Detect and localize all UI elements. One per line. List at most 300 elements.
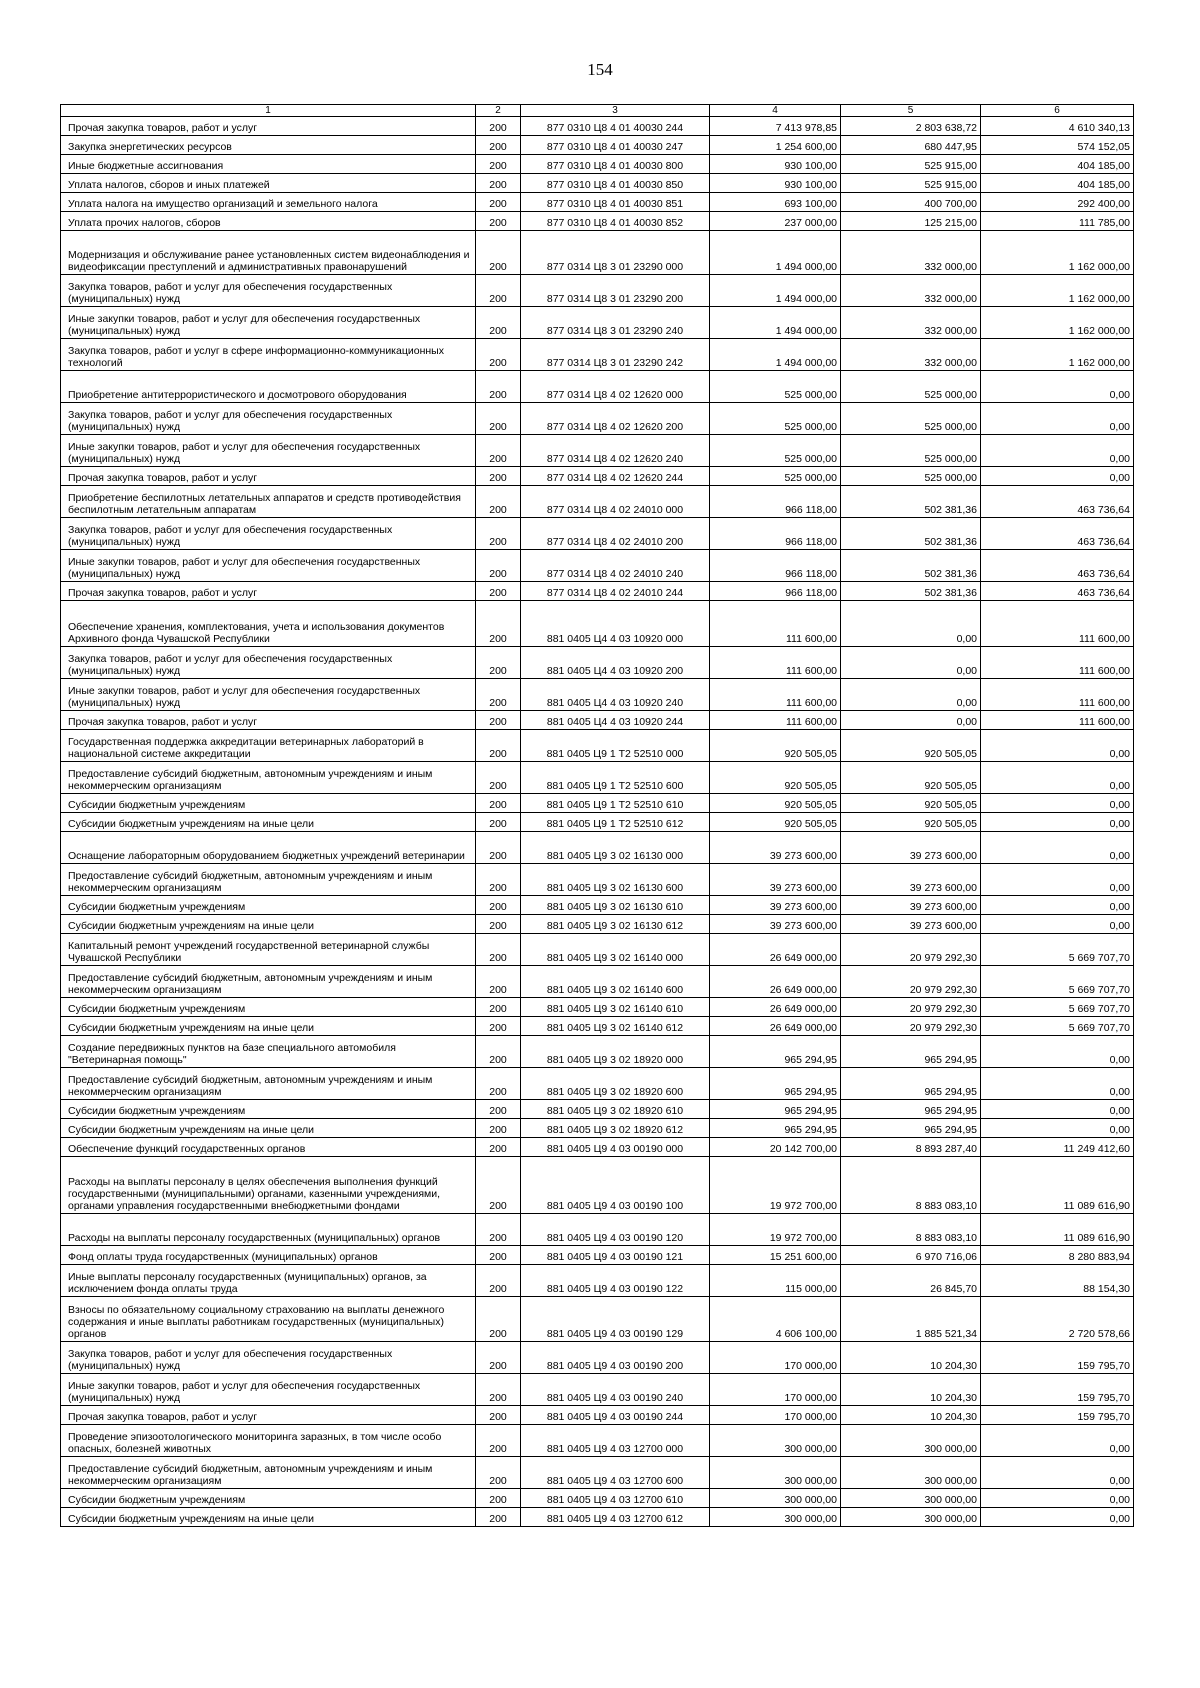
column-header: 2: [476, 105, 521, 117]
table-row: [61, 275, 1134, 307]
table-row: [61, 155, 1134, 174]
row-value-6: 463 736,64: [981, 486, 1134, 518]
row-value-6: 574 152,05: [981, 136, 1134, 155]
table-row: [61, 193, 1134, 212]
row-value-6: 4 610 340,13: [981, 117, 1134, 136]
row-name: Иные закупки товаров, работ и услуг для обеспечения государственных (муниципальных) нужд: [61, 1374, 476, 1406]
row-direction-code: 200: [476, 1036, 521, 1068]
row-value-4: 26 649 000,00: [710, 966, 841, 998]
row-name: Закупка товаров, работ и услуг для обеспечения государственных (муниципальных) нужд: [61, 518, 476, 550]
row-value-5: 8 883 083,10: [841, 1214, 981, 1246]
row-value-5: 20 979 292,30: [841, 934, 981, 966]
row-value-4: 19 972 700,00: [710, 1214, 841, 1246]
row-value-4: 525 000,00: [710, 371, 841, 403]
row-value-5: 920 505,05: [841, 794, 981, 813]
table-row: [61, 467, 1134, 486]
row-name: Иные закупки товаров, работ и услуг для обеспечения государственных (муниципальных) нужд: [61, 550, 476, 582]
row-value-4: 1 494 000,00: [710, 307, 841, 339]
table-row: [61, 1342, 1134, 1374]
table-row: [61, 864, 1134, 896]
row-name: Иные закупки товаров, работ и услуг для обеспечения государственных (муниципальных) нужд: [61, 679, 476, 711]
column-header: 6: [981, 105, 1134, 117]
row-value-6: 0,00: [981, 915, 1134, 934]
row-budget-code: 877 0314 Ц8 3 01 23290 240: [521, 307, 710, 339]
row-name: Прочая закупка товаров, работ и услуг: [61, 711, 476, 730]
row-value-6: 1 162 000,00: [981, 307, 1134, 339]
row-value-5: 300 000,00: [841, 1457, 981, 1489]
row-direction-code: 200: [476, 711, 521, 730]
row-name: Закупка товаров, работ и услуг в сфере информационно-коммуникационных технологий: [61, 339, 476, 371]
row-value-4: 300 000,00: [710, 1508, 841, 1527]
row-name: Закупка товаров, работ и услуг для обеспечения государственных (муниципальных) нужд: [61, 275, 476, 307]
row-budget-code: 881 0405 Ц9 3 02 16130 610: [521, 896, 710, 915]
table-row: [61, 518, 1134, 550]
row-value-6: 0,00: [981, 813, 1134, 832]
row-name: Проведение эпизоотологического мониторинга заразных, в том числе особо опасных, болезней животных: [61, 1425, 476, 1457]
row-direction-code: 200: [476, 1100, 521, 1119]
row-direction-code: 200: [476, 1068, 521, 1100]
row-value-4: 300 000,00: [710, 1457, 841, 1489]
row-value-4: 300 000,00: [710, 1425, 841, 1457]
table-row: [61, 813, 1134, 832]
row-budget-code: 881 0405 Ц9 4 03 00190 129: [521, 1297, 710, 1342]
row-value-6: 1 162 000,00: [981, 339, 1134, 371]
row-direction-code: 200: [476, 117, 521, 136]
row-value-6: 0,00: [981, 864, 1134, 896]
row-direction-code: 200: [476, 1246, 521, 1265]
row-value-4: 693 100,00: [710, 193, 841, 212]
row-value-4: 1 254 600,00: [710, 136, 841, 155]
table-row: [61, 1425, 1134, 1457]
row-budget-code: 881 0405 Ц4 4 03 10920 200: [521, 647, 710, 679]
row-value-6: 0,00: [981, 1489, 1134, 1508]
table-row: [61, 1036, 1134, 1068]
row-direction-code: 200: [476, 1297, 521, 1342]
row-value-5: 525 000,00: [841, 467, 981, 486]
row-budget-code: 877 0314 Ц8 3 01 23290 200: [521, 275, 710, 307]
table-row: [61, 136, 1134, 155]
row-value-4: 930 100,00: [710, 155, 841, 174]
row-direction-code: 200: [476, 155, 521, 174]
row-value-4: 965 294,95: [710, 1068, 841, 1100]
row-value-4: 920 505,05: [710, 762, 841, 794]
row-name: Иные выплаты персоналу государственных (муниципальных) органов, за исключением фонда оплаты труда: [61, 1265, 476, 1297]
table-row: [61, 1374, 1134, 1406]
row-name: Расходы на выплаты персоналу государственных (муниципальных) органов: [61, 1214, 476, 1246]
table-row: [61, 371, 1134, 403]
table-row: [61, 1157, 1134, 1214]
table-row: [61, 934, 1134, 966]
row-direction-code: 200: [476, 915, 521, 934]
row-value-5: 39 273 600,00: [841, 896, 981, 915]
row-value-5: 920 505,05: [841, 730, 981, 762]
row-value-6: 0,00: [981, 832, 1134, 864]
row-budget-code: 881 0405 Ц9 4 03 12700 000: [521, 1425, 710, 1457]
row-name: Субсидии бюджетным учреждениям на иные цели: [61, 1508, 476, 1527]
row-name: Создание передвижных пунктов на базе специального автомобиля "Ветеринарная помощь": [61, 1036, 476, 1068]
row-value-5: 502 381,36: [841, 518, 981, 550]
row-direction-code: 200: [476, 307, 521, 339]
row-name: Субсидии бюджетным учреждениям: [61, 1100, 476, 1119]
table-row: [61, 339, 1134, 371]
row-value-4: 39 273 600,00: [710, 896, 841, 915]
row-value-5: 0,00: [841, 647, 981, 679]
row-value-4: 965 294,95: [710, 1119, 841, 1138]
column-header: 4: [710, 105, 841, 117]
row-budget-code: 877 0310 Ц8 4 01 40030 850: [521, 174, 710, 193]
table-row: [61, 679, 1134, 711]
row-value-4: 115 000,00: [710, 1265, 841, 1297]
row-direction-code: 200: [476, 813, 521, 832]
row-budget-code: 881 0405 Ц9 3 02 16130 612: [521, 915, 710, 934]
row-budget-code: 881 0405 Ц9 3 02 16130 600: [521, 864, 710, 896]
row-value-4: 170 000,00: [710, 1406, 841, 1425]
row-value-6: 111 600,00: [981, 601, 1134, 647]
table-row: [61, 647, 1134, 679]
row-direction-code: 200: [476, 275, 521, 307]
row-name: Закупка товаров, работ и услуг для обеспечения государственных (муниципальных) нужд: [61, 647, 476, 679]
row-value-5: 332 000,00: [841, 275, 981, 307]
row-name: Обеспечение хранения, комплектования, учета и использования документов Архивного фонда Чувашской Республики: [61, 601, 476, 647]
row-value-5: 2 803 638,72: [841, 117, 981, 136]
row-value-6: 159 795,70: [981, 1374, 1134, 1406]
row-direction-code: 200: [476, 1489, 521, 1508]
row-budget-code: 877 0314 Ц8 4 02 24010 240: [521, 550, 710, 582]
table-row: [61, 1246, 1134, 1265]
row-name: Субсидии бюджетным учреждениям: [61, 896, 476, 915]
row-value-6: 0,00: [981, 1508, 1134, 1527]
row-budget-code: 877 0310 Ц8 4 01 40030 247: [521, 136, 710, 155]
row-budget-code: 877 0314 Ц8 4 02 24010 244: [521, 582, 710, 601]
row-name: Субсидии бюджетным учреждениям на иные цели: [61, 1119, 476, 1138]
row-direction-code: 200: [476, 896, 521, 915]
row-value-5: 965 294,95: [841, 1119, 981, 1138]
row-budget-code: 877 0314 Ц8 3 01 23290 000: [521, 231, 710, 275]
row-budget-code: 881 0405 Ц9 3 02 18920 600: [521, 1068, 710, 1100]
row-direction-code: 200: [476, 832, 521, 864]
row-value-4: 300 000,00: [710, 1489, 841, 1508]
row-budget-code: 881 0405 Ц9 3 02 18920 610: [521, 1100, 710, 1119]
row-value-5: 300 000,00: [841, 1425, 981, 1457]
table-row: [61, 966, 1134, 998]
row-name: Иные закупки товаров, работ и услуг для обеспечения государственных (муниципальных) нужд: [61, 435, 476, 467]
table-row: [61, 403, 1134, 435]
row-budget-code: 881 0405 Ц4 4 03 10920 244: [521, 711, 710, 730]
row-value-6: 404 185,00: [981, 155, 1134, 174]
row-name: Уплата прочих налогов, сборов: [61, 212, 476, 231]
row-value-6: 463 736,64: [981, 550, 1134, 582]
row-direction-code: 200: [476, 231, 521, 275]
table-row: [61, 1138, 1134, 1157]
row-budget-code: 881 0405 Ц9 4 03 00190 122: [521, 1265, 710, 1297]
table-row: [61, 762, 1134, 794]
row-direction-code: 200: [476, 1138, 521, 1157]
row-value-5: 502 381,36: [841, 550, 981, 582]
row-budget-code: 877 0310 Ц8 4 01 40030 852: [521, 212, 710, 231]
row-name: Предоставление субсидий бюджетным, автономным учреждениям и иным некоммерческим организациям: [61, 762, 476, 794]
row-budget-code: 881 0405 Ц9 4 03 00190 121: [521, 1246, 710, 1265]
row-direction-code: 200: [476, 371, 521, 403]
row-value-5: 20 979 292,30: [841, 998, 981, 1017]
row-direction-code: 200: [476, 467, 521, 486]
row-value-5: 0,00: [841, 679, 981, 711]
row-direction-code: 200: [476, 1457, 521, 1489]
row-budget-code: 881 0405 Ц9 4 03 00190 244: [521, 1406, 710, 1425]
row-direction-code: 200: [476, 1425, 521, 1457]
row-direction-code: 200: [476, 1157, 521, 1214]
row-value-5: 502 381,36: [841, 486, 981, 518]
page-number: 154: [587, 60, 613, 79]
row-value-5: 332 000,00: [841, 231, 981, 275]
row-value-6: 5 669 707,70: [981, 934, 1134, 966]
row-value-5: 10 204,30: [841, 1342, 981, 1374]
table-row: [61, 998, 1134, 1017]
row-value-4: 525 000,00: [710, 403, 841, 435]
row-budget-code: 877 0314 Ц8 4 02 12620 000: [521, 371, 710, 403]
table-row: [61, 435, 1134, 467]
table-row: [61, 1068, 1134, 1100]
table-row: [61, 1100, 1134, 1119]
row-budget-code: 881 0405 Ц9 4 03 00190 120: [521, 1214, 710, 1246]
row-value-4: 111 600,00: [710, 711, 841, 730]
row-direction-code: 200: [476, 403, 521, 435]
row-value-4: 920 505,05: [710, 813, 841, 832]
row-name: Уплата налогов, сборов и иных платежей: [61, 174, 476, 193]
row-value-6: 0,00: [981, 794, 1134, 813]
table-row: [61, 1457, 1134, 1489]
row-value-6: 111 600,00: [981, 647, 1134, 679]
row-budget-code: 877 0314 Ц8 4 02 12620 200: [521, 403, 710, 435]
row-budget-code: 881 0405 Ц9 3 02 18920 612: [521, 1119, 710, 1138]
table-row: [61, 550, 1134, 582]
row-value-4: 1 494 000,00: [710, 339, 841, 371]
row-value-4: 39 273 600,00: [710, 915, 841, 934]
row-budget-code: 881 0405 Ц9 3 02 18920 000: [521, 1036, 710, 1068]
row-value-5: 10 204,30: [841, 1374, 981, 1406]
row-value-5: 300 000,00: [841, 1508, 981, 1527]
row-value-4: 920 505,05: [710, 794, 841, 813]
table-row: [61, 1406, 1134, 1425]
row-budget-code: 877 0314 Ц8 4 02 12620 244: [521, 467, 710, 486]
row-name: Расходы на выплаты персоналу в целях обеспечения выполнения функций государственными (муниципальными) органами, казенными учреждениями, органами управления государственными внебюджетными фондами: [61, 1157, 476, 1214]
row-name: Субсидии бюджетным учреждениям на иные цели: [61, 813, 476, 832]
row-name: Субсидии бюджетным учреждениям: [61, 794, 476, 813]
row-value-5: 0,00: [841, 711, 981, 730]
table-row: [61, 231, 1134, 275]
table-row: [61, 582, 1134, 601]
row-budget-code: 881 0405 Ц9 4 03 12700 610: [521, 1489, 710, 1508]
row-direction-code: 200: [476, 601, 521, 647]
row-direction-code: 200: [476, 1374, 521, 1406]
table-row: [61, 1297, 1134, 1342]
row-direction-code: 200: [476, 435, 521, 467]
row-value-5: 20 979 292,30: [841, 1017, 981, 1036]
row-name: Прочая закупка товаров, работ и услуг: [61, 1406, 476, 1425]
row-budget-code: 881 0405 Ц9 3 02 16140 612: [521, 1017, 710, 1036]
row-value-5: 965 294,95: [841, 1036, 981, 1068]
row-value-4: 111 600,00: [710, 679, 841, 711]
row-name: Субсидии бюджетным учреждениям: [61, 1489, 476, 1508]
row-budget-code: 881 0405 Ц4 4 03 10920 240: [521, 679, 710, 711]
row-budget-code: 881 0405 Ц4 4 03 10920 000: [521, 601, 710, 647]
row-value-4: 19 972 700,00: [710, 1157, 841, 1214]
row-budget-code: 881 0405 Ц9 4 03 00190 100: [521, 1157, 710, 1214]
row-direction-code: 200: [476, 136, 521, 155]
row-direction-code: 200: [476, 582, 521, 601]
row-budget-code: 881 0405 Ц9 3 02 16140 610: [521, 998, 710, 1017]
table-row: [61, 486, 1134, 518]
row-value-6: 1 162 000,00: [981, 231, 1134, 275]
row-direction-code: 200: [476, 647, 521, 679]
row-value-6: 111 600,00: [981, 679, 1134, 711]
row-name: Предоставление субсидий бюджетным, автономным учреждениям и иным некоммерческим организациям: [61, 1068, 476, 1100]
table-row: [61, 1214, 1134, 1246]
row-value-6: 111 600,00: [981, 711, 1134, 730]
row-value-5: 502 381,36: [841, 582, 981, 601]
table-row: [61, 896, 1134, 915]
row-value-4: 930 100,00: [710, 174, 841, 193]
row-value-6: 5 669 707,70: [981, 966, 1134, 998]
table-row: [61, 730, 1134, 762]
row-value-5: 400 700,00: [841, 193, 981, 212]
table-row: [61, 832, 1134, 864]
row-value-5: 1 885 521,34: [841, 1297, 981, 1342]
table-row: [61, 794, 1134, 813]
row-direction-code: 200: [476, 998, 521, 1017]
row-budget-code: 881 0405 Ц9 4 03 00190 240: [521, 1374, 710, 1406]
table-row: [61, 174, 1134, 193]
budget-table: [60, 104, 1134, 1527]
row-direction-code: 200: [476, 1342, 521, 1374]
row-value-5: 965 294,95: [841, 1068, 981, 1100]
row-name: Субсидии бюджетным учреждениям на иные цели: [61, 915, 476, 934]
row-value-6: 463 736,64: [981, 582, 1134, 601]
row-value-5: 8 893 287,40: [841, 1138, 981, 1157]
row-value-5: 525 000,00: [841, 435, 981, 467]
row-name: Капитальный ремонт учреждений государственной ветеринарной службы Чувашской Республики: [61, 934, 476, 966]
row-value-4: 26 649 000,00: [710, 998, 841, 1017]
column-header: 1: [61, 105, 476, 117]
row-value-6: 0,00: [981, 730, 1134, 762]
row-value-6: 0,00: [981, 435, 1134, 467]
row-value-6: 292 400,00: [981, 193, 1134, 212]
row-budget-code: 877 0310 Ц8 4 01 40030 851: [521, 193, 710, 212]
row-value-5: 965 294,95: [841, 1100, 981, 1119]
row-value-5: 525 915,00: [841, 174, 981, 193]
row-name: Фонд оплаты труда государственных (муниципальных) органов: [61, 1246, 476, 1265]
row-value-5: 0,00: [841, 601, 981, 647]
row-name: Прочая закупка товаров, работ и услуг: [61, 117, 476, 136]
table-row: [61, 117, 1134, 136]
row-value-4: 7 413 978,85: [710, 117, 841, 136]
row-value-4: 965 294,95: [710, 1036, 841, 1068]
row-value-4: 39 273 600,00: [710, 832, 841, 864]
row-value-6: 11 089 616,90: [981, 1214, 1134, 1246]
row-value-6: 0,00: [981, 896, 1134, 915]
row-value-5: 680 447,95: [841, 136, 981, 155]
row-name: Прочая закупка товаров, работ и услуг: [61, 467, 476, 486]
row-budget-code: 877 0310 Ц8 4 01 40030 800: [521, 155, 710, 174]
row-value-4: 26 649 000,00: [710, 934, 841, 966]
row-value-5: 920 505,05: [841, 813, 981, 832]
row-budget-code: 877 0314 Ц8 3 01 23290 242: [521, 339, 710, 371]
row-value-5: 39 273 600,00: [841, 864, 981, 896]
row-name: Субсидии бюджетным учреждениям: [61, 998, 476, 1017]
row-value-6: 11 249 412,60: [981, 1138, 1134, 1157]
table-row: [61, 307, 1134, 339]
table-row: [61, 212, 1134, 231]
row-direction-code: 200: [476, 1508, 521, 1527]
row-direction-code: 200: [476, 966, 521, 998]
table-row: [61, 601, 1134, 647]
row-value-4: 966 118,00: [710, 518, 841, 550]
row-value-5: 332 000,00: [841, 339, 981, 371]
row-value-4: 966 118,00: [710, 582, 841, 601]
row-name: Закупка товаров, работ и услуг для обеспечения государственных (муниципальных) нужд: [61, 1342, 476, 1374]
row-value-6: 0,00: [981, 762, 1134, 794]
row-budget-code: 881 0405 Ц9 4 03 12700 600: [521, 1457, 710, 1489]
row-direction-code: 200: [476, 864, 521, 896]
column-header: 5: [841, 105, 981, 117]
row-value-4: 111 600,00: [710, 601, 841, 647]
row-direction-code: 200: [476, 679, 521, 711]
row-value-5: 10 204,30: [841, 1406, 981, 1425]
row-name: Приобретение беспилотных летательных аппаратов и средств противодействия беспилотным летательным аппаратам: [61, 486, 476, 518]
row-budget-code: 881 0405 Ц9 4 03 00190 200: [521, 1342, 710, 1374]
row-value-4: 170 000,00: [710, 1374, 841, 1406]
row-value-6: 0,00: [981, 1425, 1134, 1457]
row-value-5: 20 979 292,30: [841, 966, 981, 998]
budget-table-body: [61, 105, 1134, 1527]
row-value-4: 15 251 600,00: [710, 1246, 841, 1265]
row-name: Уплата налога на имущество организаций и земельного налога: [61, 193, 476, 212]
row-direction-code: 200: [476, 339, 521, 371]
row-direction-code: 200: [476, 486, 521, 518]
row-value-4: 920 505,05: [710, 730, 841, 762]
row-value-5: 920 505,05: [841, 762, 981, 794]
row-value-5: 525 000,00: [841, 371, 981, 403]
row-value-5: 300 000,00: [841, 1489, 981, 1508]
table-row: [61, 1017, 1134, 1036]
row-value-5: 125 215,00: [841, 212, 981, 231]
row-value-5: 39 273 600,00: [841, 832, 981, 864]
row-budget-code: 881 0405 Ц9 1 Т2 52510 612: [521, 813, 710, 832]
table-row: [61, 1508, 1134, 1527]
row-budget-code: 877 0314 Ц8 4 02 12620 240: [521, 435, 710, 467]
row-name: Государственная поддержка аккредитации ветеринарных лабораторий в национальной системе аккредитации: [61, 730, 476, 762]
table-row: [61, 1489, 1134, 1508]
row-value-5: 6 970 716,06: [841, 1246, 981, 1265]
row-name: Предоставление субсидий бюджетным, автономным учреждениям и иным некоммерческим организациям: [61, 1457, 476, 1489]
row-value-4: 965 294,95: [710, 1100, 841, 1119]
row-value-4: 4 606 100,00: [710, 1297, 841, 1342]
row-value-5: 26 845,70: [841, 1265, 981, 1297]
row-direction-code: 200: [476, 1017, 521, 1036]
row-name: Прочая закупка товаров, работ и услуг: [61, 582, 476, 601]
row-name: Иные закупки товаров, работ и услуг для обеспечения государственных (муниципальных) нужд: [61, 307, 476, 339]
row-budget-code: 881 0405 Ц9 4 03 12700 612: [521, 1508, 710, 1527]
column-header: 3: [521, 105, 710, 117]
table-row: [61, 915, 1134, 934]
row-direction-code: 200: [476, 550, 521, 582]
row-name: Закупка товаров, работ и услуг для обеспечения государственных (муниципальных) нужд: [61, 403, 476, 435]
row-value-6: 404 185,00: [981, 174, 1134, 193]
row-value-6: 0,00: [981, 1119, 1134, 1138]
row-budget-code: 881 0405 Ц9 1 Т2 52510 610: [521, 794, 710, 813]
row-direction-code: 200: [476, 730, 521, 762]
row-direction-code: 200: [476, 212, 521, 231]
row-value-4: 111 600,00: [710, 647, 841, 679]
